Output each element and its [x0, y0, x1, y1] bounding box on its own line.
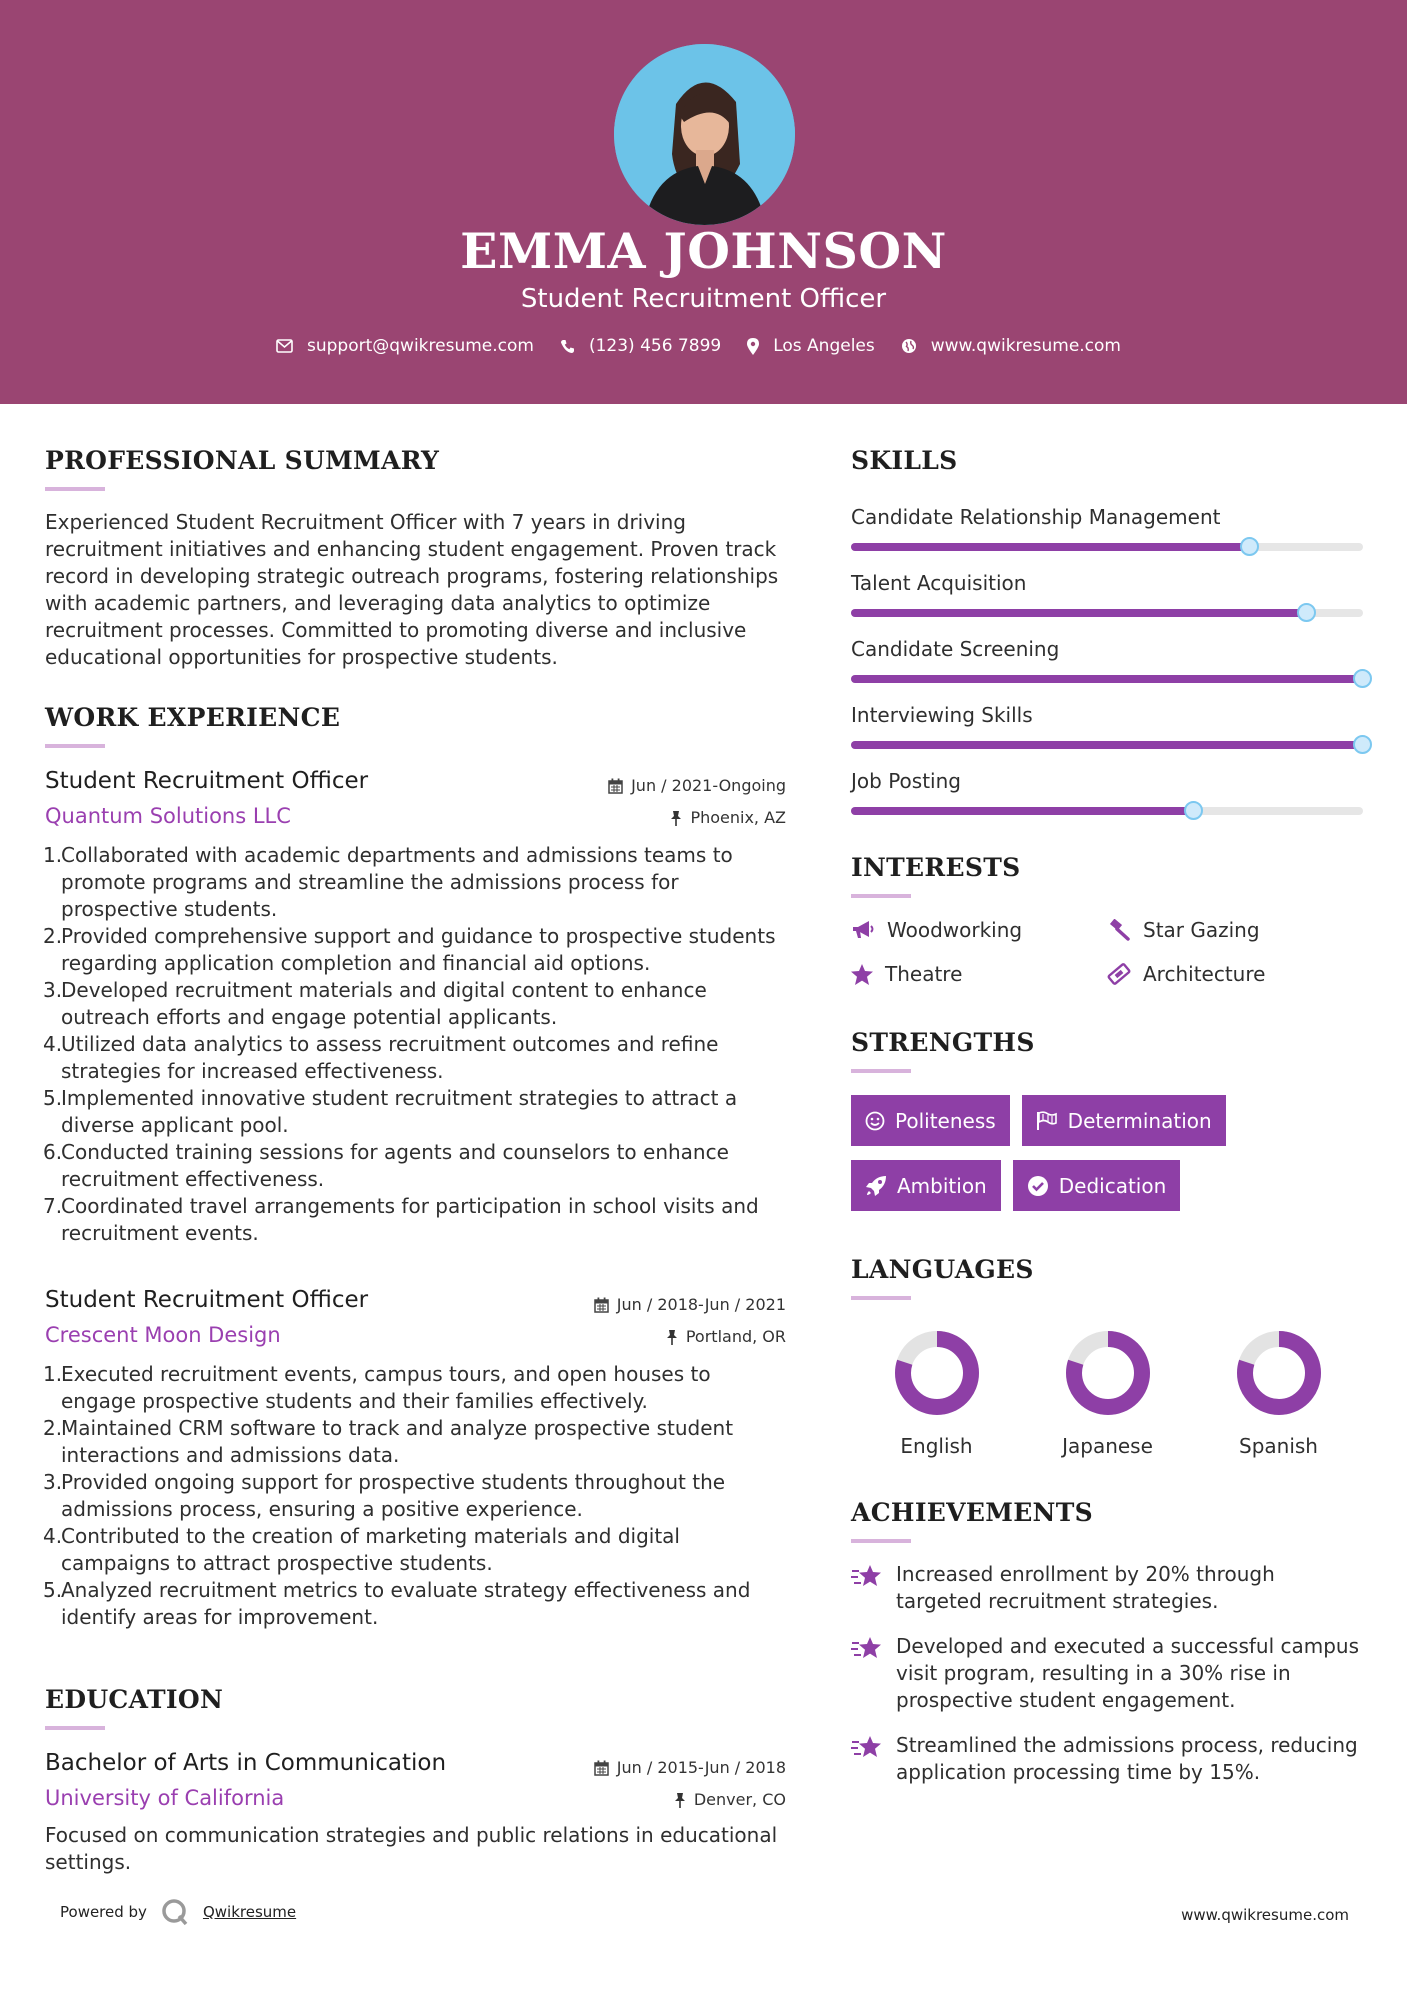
interest-item	[1107, 918, 1363, 942]
star-icon	[851, 964, 873, 985]
shooting-star-icon	[851, 1563, 883, 1591]
achievement-text: Increased enrollment by 20% through targeted recruitment strategies.	[896, 1562, 1275, 1613]
list-item: 2. Maintained CRM software to track and analyze prospective student interactions and admissions data.	[43, 1416, 734, 1467]
languages-list	[851, 1330, 1366, 1458]
qwikresume-link[interactable]: Qwikresume	[202, 1903, 297, 1921]
skill-bar-knob	[1353, 669, 1372, 688]
skill-bar-track	[851, 741, 1363, 749]
skill-bar-track	[851, 675, 1363, 683]
skill-name: Talent Acquisition	[851, 571, 1027, 595]
language-name: Spanish	[1239, 1434, 1318, 1458]
education-entry	[45, 1750, 790, 1876]
candidate-role: Student Recruitment Officer	[520, 284, 887, 314]
gavel-icon	[1107, 919, 1131, 941]
achievement-text: Streamlined the admissions process, reducing application processing time by 15%.	[896, 1733, 1358, 1784]
qwikresume-logo-icon	[161, 1898, 189, 1926]
skill-item	[851, 571, 1366, 617]
strength-label: Dedication	[1058, 1173, 1167, 1198]
envelope-icon	[276, 339, 293, 353]
section-title: EDUCATION	[45, 1685, 224, 1714]
education-date	[594, 1758, 786, 1777]
contact-bar	[0, 336, 1407, 356]
interest-item	[851, 962, 1107, 986]
job-date-text: Jun / 2018-Jun / 2021	[616, 1295, 786, 1314]
job-date-text: Jun / 2021-Ongoing	[631, 776, 786, 795]
location-text: Los Angeles	[773, 336, 875, 356]
pushpin-icon	[666, 1329, 678, 1345]
job-company: Quantum Solutions LLC	[45, 804, 291, 828]
globe-icon	[901, 338, 917, 354]
contact-website[interactable]	[901, 336, 1121, 356]
skill-item	[851, 703, 1366, 749]
person-illustration	[614, 44, 795, 225]
calendar-icon	[594, 1760, 609, 1776]
skill-bar-fill	[851, 807, 1194, 815]
powered-by-label: Powered by	[60, 1903, 147, 1921]
interest-label: Architecture	[1143, 962, 1266, 986]
achievement-item	[851, 1732, 1366, 1786]
candidate-name: EMMA JOHNSON	[460, 222, 947, 280]
language-name: English	[900, 1434, 973, 1458]
ticket-icon	[1107, 963, 1131, 985]
resume-header	[0, 0, 1407, 404]
section-divider	[851, 1296, 911, 1300]
skill-bar-track	[851, 807, 1363, 815]
website-text: www.qwikresume.com	[930, 336, 1121, 356]
section-title: PROFESSIONAL SUMMARY	[45, 446, 440, 475]
list-item: 5. Analyzed recruitment metrics to evaluate strategy effectiveness and identify areas for improvement.	[43, 1578, 751, 1629]
section-divider	[45, 1726, 105, 1730]
list-item: 2. Provided comprehensive support and guidance to prospective students regarding application completion and financial aid options.	[43, 924, 776, 975]
achievements-section	[851, 1498, 1366, 1786]
job-entry	[45, 768, 790, 1247]
section-title: INTERESTS	[851, 853, 1021, 882]
language-donut	[1236, 1330, 1322, 1416]
strength-badge	[851, 1160, 1001, 1211]
skill-bar-fill	[851, 609, 1307, 617]
list-item: 3. Developed recruitment materials and digital content to enhance outreach efforts and engage potential applicants.	[43, 978, 707, 1029]
section-divider	[851, 894, 911, 898]
interests-list	[851, 918, 1366, 986]
list-item: 7. Coordinated travel arrangements for participation in school visits and recruitment events.	[43, 1194, 759, 1245]
contact-location	[747, 336, 875, 356]
education-section	[45, 1685, 790, 1876]
strength-label: Determination	[1067, 1108, 1212, 1133]
summary-section	[45, 446, 790, 671]
rocket-icon	[865, 1175, 887, 1197]
shooting-star-icon	[851, 1635, 883, 1663]
job-bullets	[45, 1361, 790, 1631]
check-circle-icon	[1027, 1175, 1049, 1197]
skill-bar-knob	[1353, 735, 1372, 754]
education-date-text: Jun / 2015-Jun / 2018	[616, 1758, 786, 1777]
strength-badge	[1013, 1160, 1181, 1211]
summary-text: Experienced Student Recruitment Officer with 7 years in driving recruitment initiatives and enhancing student engagement. Proven track record in developing strategic outreach programs, fostering relationships with academic partners, and leveraging data analytics to optimize recruitment processes. Committed to promoting diverse and inclusive educational opportunities for prospective students.	[45, 510, 779, 669]
right-column	[851, 446, 1366, 1786]
email-text: support@qwikresume.com	[307, 336, 534, 356]
skill-item	[851, 637, 1366, 683]
calendar-icon	[608, 778, 623, 794]
list-item: 4. Utilized data analytics to assess recruitment outcomes and refine strategies for increased effectiveness.	[43, 1032, 719, 1083]
job-title: Student Recruitment Officer	[45, 1287, 369, 1313]
skill-bar-knob	[1184, 801, 1203, 820]
skill-bar-fill	[851, 741, 1363, 749]
languages-section	[851, 1255, 1366, 1458]
education-location	[674, 1790, 786, 1809]
skills-section	[851, 446, 1366, 815]
strength-badge	[1022, 1095, 1226, 1146]
footer-powered-by	[60, 1898, 296, 1926]
section-title: ACHIEVEMENTS	[851, 1498, 1093, 1527]
flag-icon	[1036, 1111, 1058, 1131]
list-item: 6. Conducted training sessions for agents and counselors to enhance recruitment effectiveness.	[43, 1140, 729, 1191]
megaphone-icon	[851, 920, 875, 940]
skill-name: Candidate Relationship Management	[851, 505, 1221, 529]
interest-label: Star Gazing	[1143, 918, 1260, 942]
section-title: LANGUAGES	[851, 1255, 1034, 1284]
map-pin-icon	[747, 338, 759, 355]
language-item	[1022, 1330, 1193, 1458]
job-location	[670, 808, 786, 827]
phone-text: (123) 456 7899	[588, 336, 722, 356]
skill-name: Interviewing Skills	[851, 703, 1033, 727]
school-name: University of California	[45, 1786, 285, 1810]
skills-list	[851, 505, 1366, 815]
job-location	[666, 1327, 786, 1346]
interest-item	[851, 918, 1107, 942]
language-item	[851, 1330, 1022, 1458]
achievement-item	[851, 1561, 1366, 1615]
skill-item	[851, 769, 1366, 815]
section-divider	[851, 1069, 911, 1073]
strengths-list	[851, 1095, 1366, 1211]
education-description: Focused on communication strategies and public relations in educational settings.	[45, 1823, 778, 1874]
language-name: Japanese	[1062, 1434, 1153, 1458]
section-divider	[851, 1539, 911, 1543]
section-divider	[45, 744, 105, 748]
pushpin-icon	[670, 810, 682, 826]
strengths-section	[851, 1028, 1366, 1211]
job-entry	[45, 1287, 790, 1631]
language-donut	[894, 1330, 980, 1416]
list-item: 3. Provided ongoing support for prospective students throughout the admissions process, ensuring a positive experience.	[43, 1470, 726, 1521]
skill-name: Job Posting	[851, 769, 961, 793]
skill-item	[851, 505, 1366, 551]
job-title: Student Recruitment Officer	[45, 768, 369, 794]
interests-section	[851, 853, 1366, 986]
shooting-star-icon	[851, 1734, 883, 1762]
job-date	[594, 1295, 786, 1314]
experience-section	[45, 703, 790, 1631]
list-item: 5. Implemented innovative student recruitment strategies to attract a diverse applicant pool.	[43, 1086, 738, 1137]
education-location-text: Denver, CO	[693, 1790, 786, 1809]
contact-email[interactable]	[276, 336, 534, 356]
smile-icon	[865, 1111, 885, 1131]
job-date	[608, 776, 786, 795]
job-company: Crescent Moon Design	[45, 1323, 281, 1347]
section-title: WORK EXPERIENCE	[45, 703, 341, 732]
strength-label: Politeness	[895, 1108, 996, 1133]
job-location-text: Phoenix, AZ	[690, 808, 786, 827]
job-bullets	[45, 842, 790, 1247]
strength-label: Ambition	[897, 1173, 987, 1198]
skill-name: Candidate Screening	[851, 637, 1060, 661]
list-item: 1. Collaborated with academic departments and admissions teams to promote programs and streamline the admissions process for prospective students.	[43, 843, 733, 921]
section-divider	[45, 487, 105, 491]
list-item: 1. Executed recruitment events, campus tours, and open houses to engage prospective students and their families effectively.	[43, 1362, 711, 1413]
strength-badge	[851, 1095, 1010, 1146]
calendar-icon	[594, 1297, 609, 1313]
achievement-item	[851, 1633, 1366, 1714]
section-title: STRENGTHS	[851, 1028, 1035, 1057]
language-item	[1193, 1330, 1364, 1458]
interest-label: Woodworking	[887, 918, 1023, 942]
pushpin-icon	[674, 1792, 686, 1808]
degree-title: Bachelor of Arts in Communication	[45, 1750, 447, 1776]
list-item: 4. Contributed to the creation of marketing materials and digital campaigns to attract prospective students.	[43, 1524, 680, 1575]
language-donut	[1065, 1330, 1151, 1416]
job-location-text: Portland, OR	[685, 1327, 786, 1346]
phone-icon	[560, 339, 575, 354]
skill-bar-track	[851, 609, 1363, 617]
interest-label: Theatre	[885, 962, 963, 986]
skill-bar-knob	[1240, 537, 1259, 556]
skill-bar-fill	[851, 543, 1250, 551]
section-title: SKILLS	[851, 446, 958, 475]
profile-photo	[614, 44, 795, 225]
interest-item	[1107, 962, 1363, 986]
footer-website[interactable]: www.qwikresume.com	[1181, 1906, 1349, 1924]
contact-phone[interactable]	[560, 336, 721, 356]
skill-bar-fill	[851, 675, 1363, 683]
left-column	[45, 446, 790, 1876]
skill-bar-track	[851, 543, 1363, 551]
achievement-text: Developed and executed a successful campus visit program, resulting in a 30% rise in prospective student engagement.	[896, 1634, 1360, 1712]
skill-bar-knob	[1297, 603, 1316, 622]
